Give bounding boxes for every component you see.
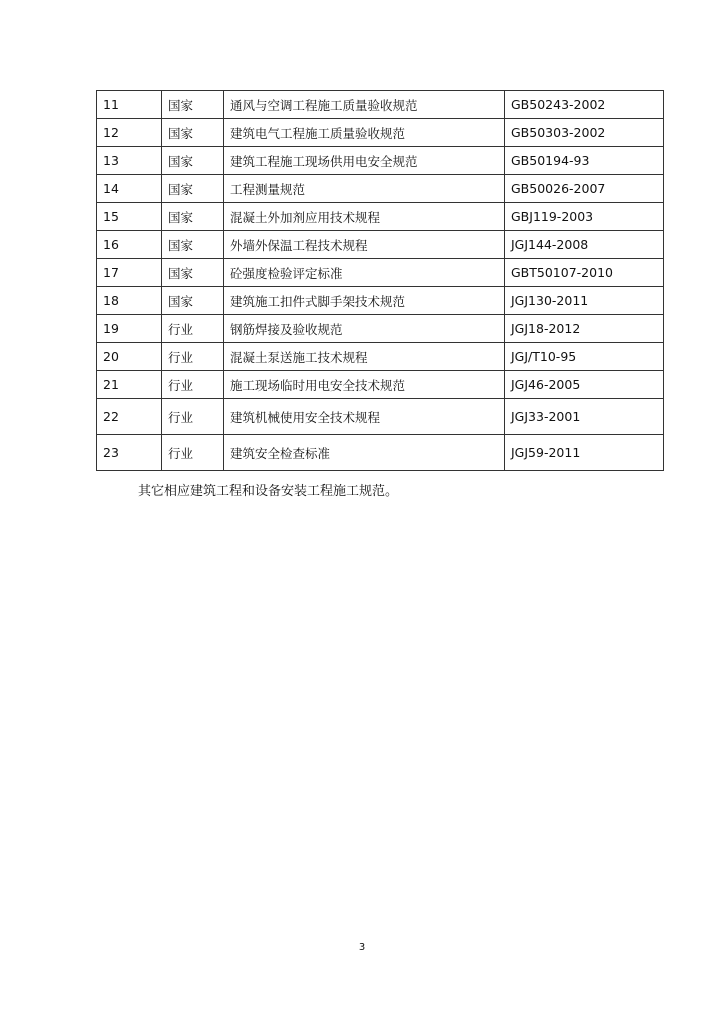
standard-level: 行业	[162, 435, 224, 471]
standard-code: GB50026-2007	[505, 175, 664, 203]
standard-name: 通风与空调工程施工质量验收规范	[224, 91, 505, 119]
row-number: 12	[97, 119, 162, 147]
standard-code: JGJ18-2012	[505, 315, 664, 343]
table-row	[97, 147, 664, 175]
table-row	[97, 203, 664, 231]
row-number: 13	[97, 147, 162, 175]
row-number: 18	[97, 287, 162, 315]
table-row	[97, 175, 664, 203]
table-row	[97, 399, 664, 435]
standard-code: GBJ119-2003	[505, 203, 664, 231]
standard-name: 建筑安全检查标准	[224, 435, 505, 471]
row-number: 20	[97, 343, 162, 371]
standards-table	[96, 90, 664, 471]
standard-name: 建筑工程施工现场供用电安全规范	[224, 147, 505, 175]
table-row	[97, 315, 664, 343]
row-number: 23	[97, 435, 162, 471]
table-row	[97, 259, 664, 287]
standard-name: 建筑施工扣件式脚手架技术规范	[224, 287, 505, 315]
row-number: 21	[97, 371, 162, 399]
row-number: 15	[97, 203, 162, 231]
standard-code: GB50303-2002	[505, 119, 664, 147]
table-row	[97, 91, 664, 119]
standard-name: 施工现场临时用电安全技术规范	[224, 371, 505, 399]
row-number: 16	[97, 231, 162, 259]
standard-name: 钢筋焊接及验收规范	[224, 315, 505, 343]
standard-level: 国家	[162, 119, 224, 147]
standard-code: JGJ33-2001	[505, 399, 664, 435]
standard-name: 工程测量规范	[224, 175, 505, 203]
page-number: 3	[358, 942, 366, 953]
row-number: 22	[97, 399, 162, 435]
standard-level: 行业	[162, 315, 224, 343]
standard-level: 行业	[162, 343, 224, 371]
standard-name: 外墙外保温工程技术规程	[224, 231, 505, 259]
table-row	[97, 287, 664, 315]
standard-code: JGJ130-2011	[505, 287, 664, 315]
standard-name: 混凝土外加剂应用技术规程	[224, 203, 505, 231]
standard-code: GBT50107-2010	[505, 259, 664, 287]
standard-name: 混凝土泵送施工技术规程	[224, 343, 505, 371]
standard-level: 国家	[162, 203, 224, 231]
row-number: 11	[97, 91, 162, 119]
standard-code: JGJ46-2005	[505, 371, 664, 399]
row-number: 14	[97, 175, 162, 203]
standard-name: 建筑电气工程施工质量验收规范	[224, 119, 505, 147]
table-row	[97, 231, 664, 259]
standard-name: 砼强度检验评定标准	[224, 259, 505, 287]
standard-level: 国家	[162, 175, 224, 203]
row-number: 17	[97, 259, 162, 287]
standard-level: 国家	[162, 259, 224, 287]
standard-level: 国家	[162, 231, 224, 259]
standard-level: 行业	[162, 399, 224, 435]
standard-level: 国家	[162, 287, 224, 315]
standard-code: JGJ59-2011	[505, 435, 664, 471]
standard-code: JGJ/T10-95	[505, 343, 664, 371]
row-number: 19	[97, 315, 162, 343]
standard-code: JGJ144-2008	[505, 231, 664, 259]
footnote-text: 其它相应建筑工程和设备安装工程施工规范。	[138, 484, 399, 499]
standard-code: GB50243-2002	[505, 91, 664, 119]
standard-level: 国家	[162, 147, 224, 175]
table-row	[97, 343, 664, 371]
table-row	[97, 371, 664, 399]
standard-code: GB50194-93	[505, 147, 664, 175]
table-row	[97, 435, 664, 471]
standard-level: 国家	[162, 91, 224, 119]
table-row	[97, 119, 664, 147]
standard-level: 行业	[162, 371, 224, 399]
standard-name: 建筑机械使用安全技术规程	[224, 399, 505, 435]
